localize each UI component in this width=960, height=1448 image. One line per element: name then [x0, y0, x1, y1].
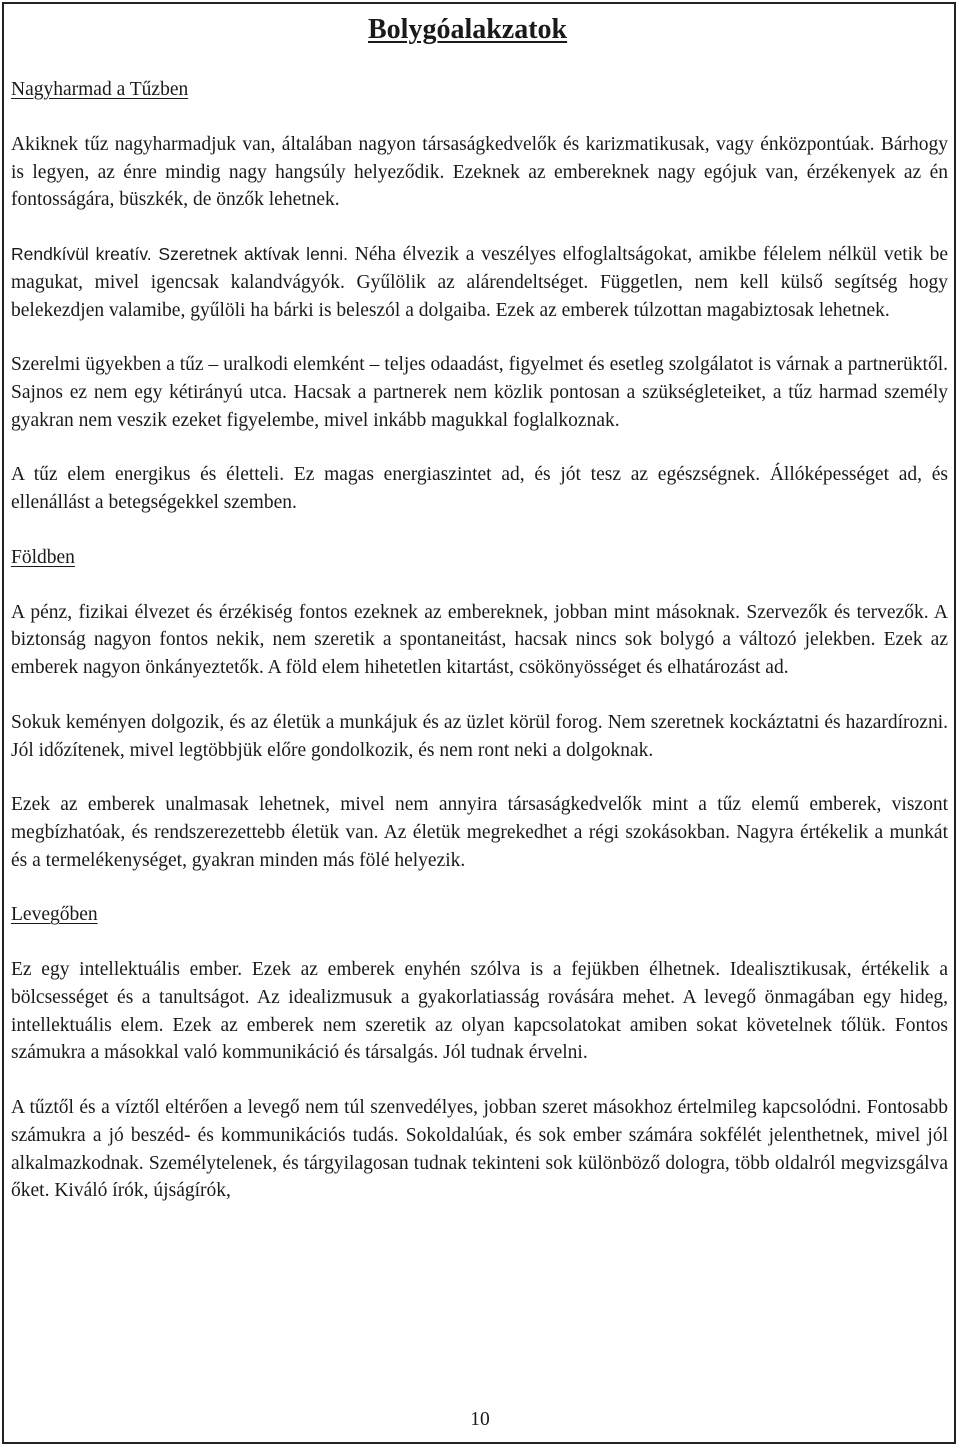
- fire-paragraph-4: A tűz elem energikus és életteli. Ez magas energiaszintet ad, és jót tesz az egészségnek. Állóképességet ad, és ellenállást a betegségekkel szemben.: [11, 464, 948, 514]
- air-paragraph-1: Ez egy intellektuális ember. Ezek az emberek enyhén szólva is a fejükben élhetnek. Idealisztikusak, értékelik a bölcsességet és a tanultságot. Az idealizmusuk a gyakorlatiasság rovására mehet. A levegő önmagában egy hideg, intellektuális elem. Ezek az emberek nem szeretik az olyan kapcsolatokat amiben sokat követelnek tőlük. Fontos számukra a másokkal való kommunikáció és társalgás. Jól tudnak érvelni.: [11, 959, 948, 1064]
- air-paragraph-2: A tűztől és a víztől eltérően a levegő nem túl szenvedélyes, jobban szeret másokhoz értelmileg kapcsolódni. Fontosabb számukra a jó beszéd- és kommunikációs tudás. Sokoldalúak, és sok ember számára sokfélét jelenthetnek, mivel jól alkalmazkodnak. Személytelenek, és tárgyilagosan tudnak tekinteni sok különböző dologra, több oldalról megvizsgálva őket. Kiváló írók, újságírók,: [11, 1097, 948, 1202]
- section-heading-fire: Nagyharmad a Tűzben: [11, 79, 189, 100]
- section-heading-air: Levegőben: [11, 904, 98, 926]
- page-number: 10: [470, 1409, 490, 1430]
- section-heading-earth: Földben: [11, 546, 75, 568]
- fire-paragraph-2: [11, 241, 948, 324]
- fire-paragraph-1: Akiknek tűz nagyharmadjuk van, általában nagyon társaságkedvelők és karizmatikusak, vagy énközpontúak. Bárhogy is legyen, az énre mindig nagy hangsúly helyeződik. Ezeknek az embereknek nagy egójuk van, érzékenyek az én fontosságára, büszkék, de önzők lehetnek.: [11, 134, 948, 211]
- earth-paragraph-2: Sokuk keményen dolgozik, és az életük a munkájuk és az üzlet körül forog. Nem szeretnek kockáztatni és hazardírozni. Jól időzítenek, mivel legtöbbjük előre gondolkozik, és nem ront neki a dolgoknak.: [11, 711, 948, 761]
- page-title: Bolygóalakzatok: [368, 14, 568, 45]
- earth-paragraph-1: A pénz, fizikai élvezet és érzékiség fontos ezeknek az embereknek, jobban mint másoknak. Szervezők és tervezők. A biztonság nagyon fontos nekik, nem szeretik a spontaneitást, hacsak nincs sok bolygó a változó jelekben. Ezek az emberek nagyon önkányeztetők. A föld elem hihetetlen kitartást, csökönyösséget és elhatározást ad.: [11, 601, 948, 679]
- fire-paragraph-3: Szerelmi ügyekben a tűz – uralkodi elemként – teljes odaadást, figyelmet és esetleg szolgálatot is várnak a partnerüktől. Sajnos ez nem egy kétirányú utca. Hacsak a partnerek nem közlik pontosan a szükségleteiket, a tűz harmad személy gyakran nem veszik ezeket figyelembe, mivel inkább magukkal foglalkoznak.: [11, 354, 948, 431]
- fire-paragraph-2-lead: Rendkívül kreatív. Szeretnek aktívak lenni.: [11, 244, 349, 265]
- fire-paragraph-2-rest: Néha élvezik a veszélyes elfoglaltságokat, amikbe félelem nélkül vetik be magukat, mivel igencsak kalandvágyók. Gyűlölik az alárendeltséget. Független, nem kell külső segítség hogy belekezdjen valamibe, gyűlöli ha bárki is beleszól a dolgaiba. Ezek az emberek túlzottan magabiztosak lehetnek.: [11, 244, 948, 321]
- document-body: [11, 76, 948, 1205]
- earth-paragraph-3: Ezek az emberek unalmasak lehetnek, mivel nem annyira társaságkedvelők mint a tűz elemű emberek, viszont megbízhatóak, és rendszerezettebb életük van. Az életük megrekedhet a régi szokásokban. Nagyra értékelik a munkát és a termelékenységet, gyakran minden más fölé helyezik.: [11, 794, 948, 871]
